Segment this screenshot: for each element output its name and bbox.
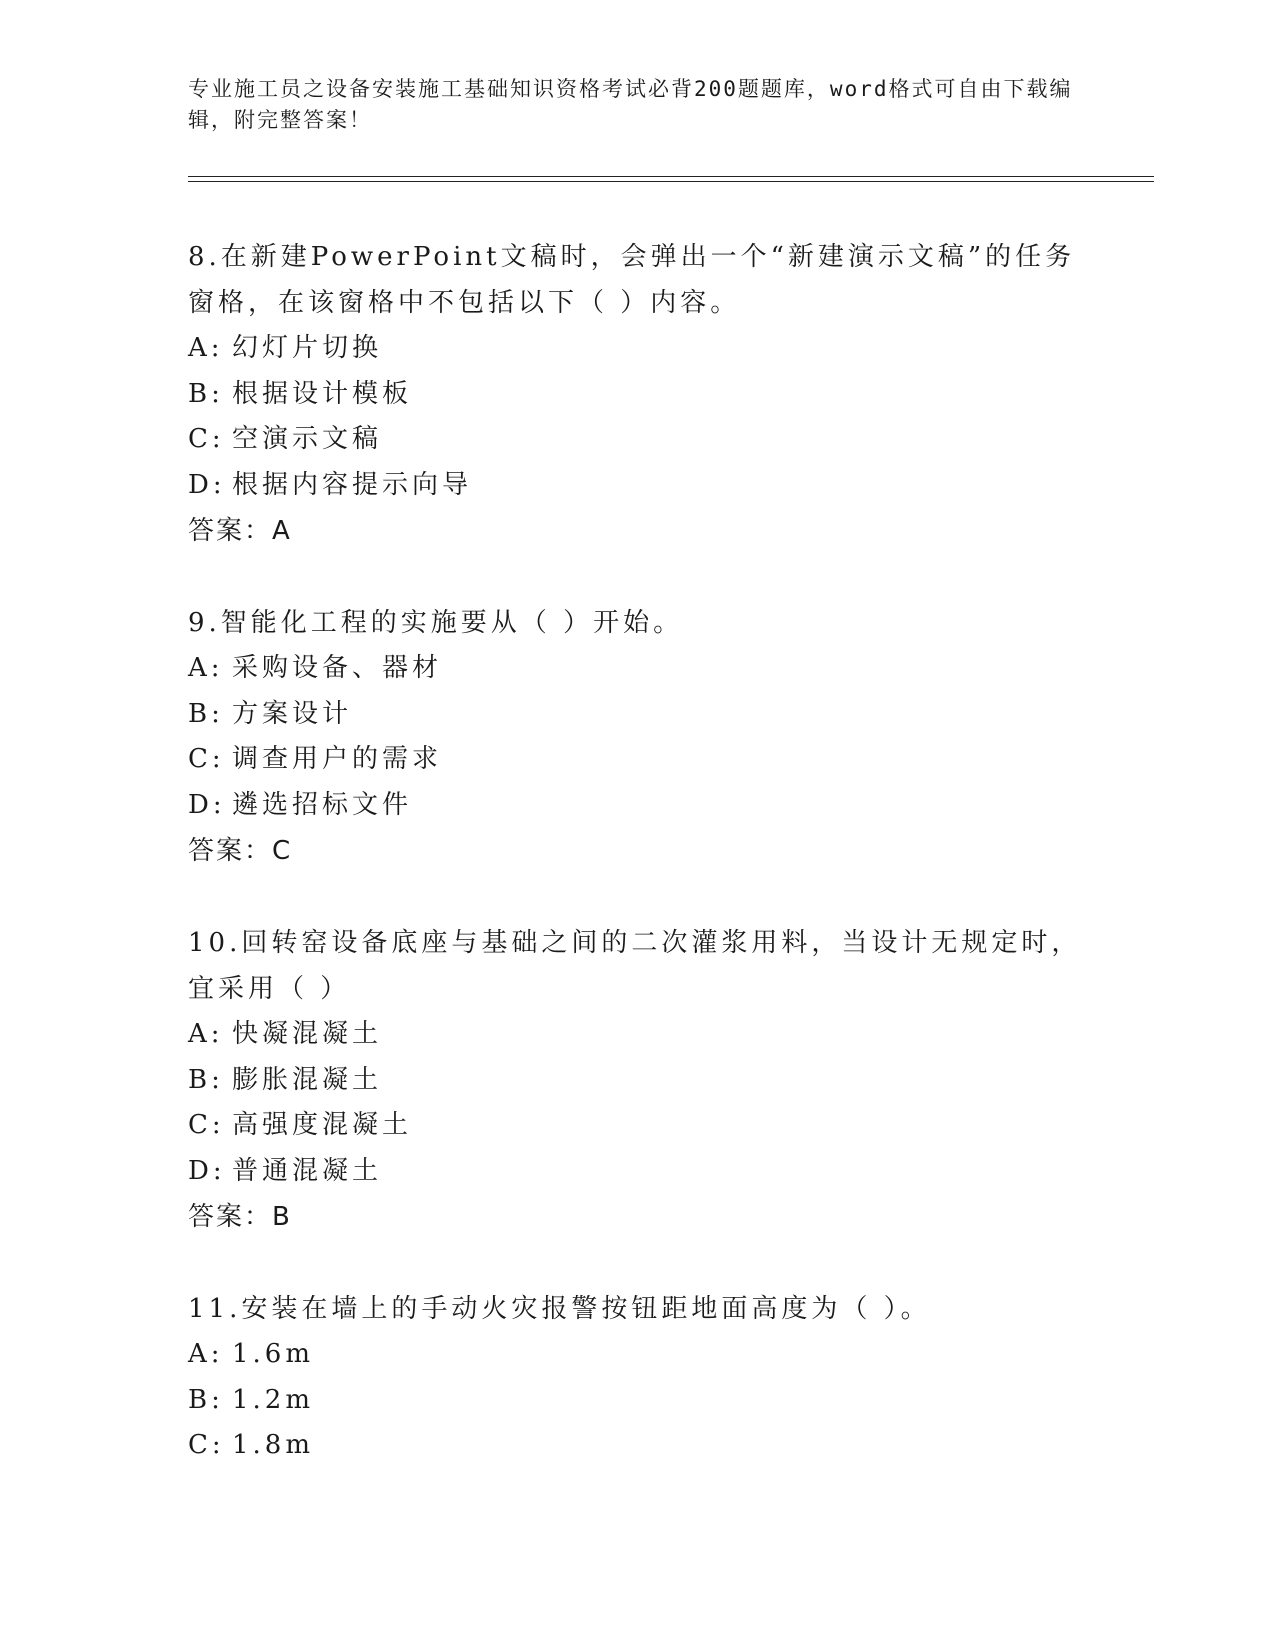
- header-rule-top: [188, 176, 1154, 177]
- option-text: 调查用户的需求: [232, 744, 443, 774]
- question-8: [188, 234, 1088, 554]
- option-text: 根据设计模板: [232, 378, 413, 409]
- option-c: [188, 737, 1088, 783]
- option-letter: A:: [188, 653, 224, 683]
- option-text: 方案设计: [232, 698, 353, 729]
- option-text: 幻灯片切换: [232, 333, 383, 363]
- option-text: 空演示文稿: [232, 424, 383, 454]
- option-a: [188, 1012, 1088, 1058]
- answer-line: 答案：C: [188, 836, 293, 866]
- option-a: [188, 1332, 1088, 1378]
- option-letter: C:: [188, 744, 225, 774]
- option-text: 普通混凝土: [232, 1155, 383, 1186]
- option-text: 1.6m: [232, 1339, 315, 1369]
- question-text: 9.智能化工程的实施要从（ ）开始。: [188, 608, 684, 638]
- option-letter: A:: [188, 333, 224, 363]
- option-text: 采购设备、器材: [232, 653, 443, 683]
- option-letter: D:: [188, 1155, 226, 1186]
- option-text: 快凝混凝土: [232, 1019, 383, 1049]
- option-c: [188, 1103, 1088, 1149]
- option-d: [188, 1149, 1088, 1195]
- option-b: [188, 1378, 1088, 1424]
- question-10: [188, 920, 1088, 1240]
- question-text: 8.在新建PowerPoint文稿时，会弹出一个“新建演示文稿”的任务窗格，在该窗格中不包括以下（ ）内容。: [188, 242, 1076, 318]
- header-rule-bottom: [188, 181, 1154, 182]
- question-text: 10.回转窑设备底座与基础之间的二次灌浆用料，当设计无规定时，宜采用（ ）: [188, 928, 1082, 1004]
- option-text: 遴选招标文件: [232, 789, 413, 820]
- answer-line: 答案：B: [188, 1202, 292, 1232]
- option-text: 高强度混凝土: [232, 1110, 413, 1140]
- option-letter: B:: [188, 698, 224, 729]
- option-text: 膨胀混凝土: [232, 1064, 383, 1095]
- option-letter: C:: [188, 1430, 225, 1460]
- document-header: 专业施工员之设备安装施工基础知识资格考试必背200题题库，word格式可自由下载编辑，附完整答案！: [188, 77, 1073, 132]
- option-letter: D:: [188, 789, 226, 820]
- option-d: [188, 463, 1088, 509]
- option-text: 1.2m: [232, 1384, 315, 1415]
- option-b: [188, 692, 1088, 738]
- option-letter: B:: [188, 1384, 224, 1415]
- option-letter: C:: [188, 424, 225, 454]
- answer-line: 答案：A: [188, 516, 292, 546]
- option-a: [188, 326, 1088, 372]
- option-c: [188, 417, 1088, 463]
- option-b: [188, 1058, 1088, 1104]
- option-text: 根据内容提示向导: [232, 469, 473, 500]
- option-letter: A:: [188, 1019, 224, 1049]
- option-text: 1.8m: [232, 1430, 315, 1460]
- option-letter: B:: [188, 378, 224, 409]
- option-letter: B:: [188, 1064, 224, 1095]
- option-letter: D:: [188, 469, 226, 500]
- option-b: [188, 372, 1088, 418]
- option-c: [188, 1423, 1088, 1469]
- question-list: [188, 234, 1088, 1515]
- question-11: [188, 1286, 1088, 1469]
- question-9: [188, 600, 1088, 874]
- option-a: [188, 646, 1088, 692]
- option-letter: A:: [188, 1339, 224, 1369]
- question-text: 11.安装在墙上的手动火灾报警按钮距地面高度为（ ）。: [188, 1294, 931, 1324]
- option-letter: C:: [188, 1110, 225, 1140]
- option-d: [188, 783, 1088, 829]
